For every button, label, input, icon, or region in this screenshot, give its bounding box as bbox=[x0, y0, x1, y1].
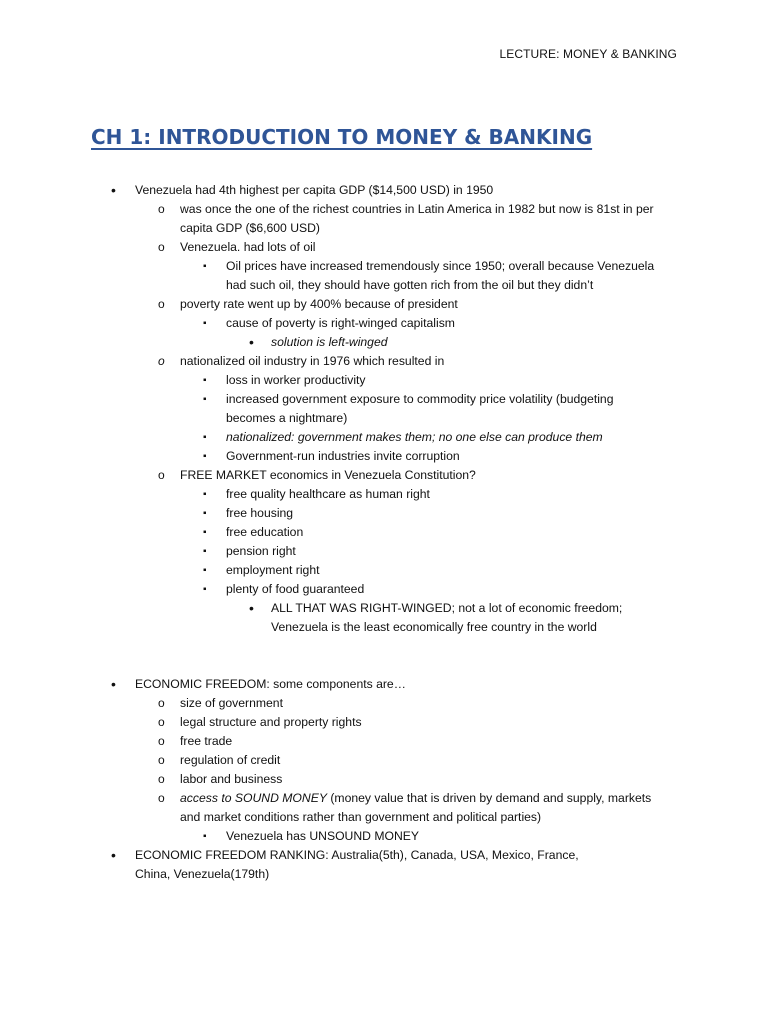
square-bullet-icon: ▪ bbox=[203, 489, 207, 500]
square-bullet-icon: ▪ bbox=[203, 831, 207, 842]
list-item bbox=[0, 504, 662, 523]
list-item-text: plenty of food guaranteed bbox=[226, 582, 365, 596]
list-item bbox=[0, 485, 662, 504]
list-item bbox=[0, 580, 662, 599]
list-item bbox=[0, 599, 671, 637]
list-item bbox=[0, 751, 668, 770]
square-bullet-icon: ▪ bbox=[203, 318, 207, 329]
list-item-text: labor and business bbox=[180, 772, 283, 786]
circle-bullet-icon: o bbox=[158, 753, 165, 767]
list-item-text: free housing bbox=[226, 506, 294, 520]
list-item-text: increased government exposure to commodity price volatility (budgeting becomes a nightmare) bbox=[226, 392, 614, 425]
list-item-text: Oil prices have increased tremendously since 1950; overall because Venezuela had such oil, they should have gotten rich from the oil but they didn’t bbox=[226, 259, 655, 292]
list-item bbox=[0, 314, 662, 333]
bullet-icon: • bbox=[249, 600, 254, 616]
list-item bbox=[0, 428, 662, 447]
square-bullet-icon: ▪ bbox=[203, 584, 207, 595]
list-item bbox=[0, 561, 662, 580]
square-bullet-icon: ▪ bbox=[203, 451, 207, 462]
list-item-text: (money value that is driven by demand and supply, markets and market conditions rather than government and political parties) bbox=[180, 791, 652, 824]
list-item bbox=[0, 523, 662, 542]
list-item bbox=[0, 789, 668, 827]
square-bullet-icon: ▪ bbox=[203, 261, 207, 272]
list-item-text: FREE MARKET economics in Venezuela Constitution? bbox=[180, 468, 476, 482]
square-bullet-icon: ▪ bbox=[203, 508, 207, 519]
list-item bbox=[0, 447, 662, 466]
list-item-text: ALL THAT WAS RIGHT-WINGED; not a lot of economic freedom; Venezuela is the least economically free country in the world bbox=[271, 601, 623, 634]
circle-bullet-icon: o bbox=[158, 202, 165, 216]
list-item-text: free trade bbox=[180, 734, 233, 748]
circle-bullet-icon: o bbox=[158, 791, 165, 805]
list-item bbox=[0, 257, 662, 295]
circle-bullet-icon: o bbox=[158, 354, 165, 368]
list-item-text: free quality healthcare as human right bbox=[226, 487, 430, 501]
list-item-text: loss in worker productivity bbox=[226, 373, 366, 387]
list-item bbox=[0, 846, 615, 884]
square-bullet-icon: ▪ bbox=[203, 527, 207, 538]
list-item-text: was once the one of the richest countries in Latin America in 1982 but now is 81st in per capita GDP ($6,600 USD) bbox=[180, 202, 654, 235]
list-item-text: Venezuela. had lots of oil bbox=[180, 240, 316, 254]
square-bullet-icon: ▪ bbox=[203, 375, 207, 386]
list-item-text: nationalized oil industry in 1976 which resulted in bbox=[180, 354, 445, 368]
circle-bullet-icon: o bbox=[158, 696, 165, 710]
list-item-text: employment right bbox=[226, 563, 320, 577]
list-item bbox=[0, 466, 668, 485]
list-item bbox=[0, 732, 668, 751]
circle-bullet-icon: o bbox=[158, 240, 165, 254]
list-item bbox=[0, 827, 662, 846]
list-item bbox=[0, 371, 662, 390]
list-item-text: Venezuela had 4th highest per capita GDP ($14,500 USD) in 1950 bbox=[135, 183, 494, 197]
bullet-icon: • bbox=[249, 334, 254, 350]
list-item bbox=[0, 200, 668, 238]
circle-bullet-icon: o bbox=[158, 297, 165, 311]
list-item-text: ECONOMIC FREEDOM RANKING: Australia(5th), Canada, USA, Mexico, France, China, Venezuela(179th) bbox=[135, 848, 579, 881]
list-item-text: ECONOMIC FREEDOM: some components are… bbox=[135, 677, 406, 691]
circle-bullet-icon: o bbox=[158, 468, 165, 482]
list-item bbox=[0, 333, 671, 352]
list-item-text: pension right bbox=[226, 544, 296, 558]
list-item-text: nationalized: government makes them; no one else can produce them bbox=[226, 430, 603, 444]
bullet-icon: • bbox=[111, 847, 116, 863]
list-item-text: solution is left-winged bbox=[271, 335, 388, 349]
square-bullet-icon: ▪ bbox=[203, 546, 207, 557]
list-item-text: Government-run industries invite corruption bbox=[226, 449, 460, 463]
square-bullet-icon: ▪ bbox=[203, 394, 207, 405]
list-item bbox=[0, 770, 668, 789]
list-item-text: free education bbox=[226, 525, 304, 539]
list-item bbox=[0, 390, 662, 428]
square-bullet-icon: ▪ bbox=[203, 565, 207, 576]
list-item-text: legal structure and property rights bbox=[180, 715, 362, 729]
list-item bbox=[0, 352, 668, 371]
circle-bullet-icon: o bbox=[158, 772, 165, 786]
list-item bbox=[0, 295, 668, 314]
list-item-text-italic: access to SOUND MONEY bbox=[180, 791, 327, 805]
notes-body bbox=[0, 181, 768, 884]
list-item-text: regulation of credit bbox=[180, 753, 281, 767]
square-bullet-icon: ▪ bbox=[203, 432, 207, 443]
bullet-icon: • bbox=[111, 676, 116, 692]
list-item-text: poverty rate went up by 400% because of president bbox=[180, 297, 458, 311]
list-item bbox=[0, 675, 615, 694]
list-item bbox=[0, 181, 615, 200]
bullet-icon: • bbox=[111, 182, 116, 198]
chapter-title: CH 1: INTRODUCTION TO MONEY & BANKING bbox=[91, 125, 593, 149]
list-item bbox=[0, 694, 668, 713]
list-item bbox=[0, 542, 662, 561]
circle-bullet-icon: o bbox=[158, 715, 165, 729]
list-item-text: cause of poverty is right-winged capitalism bbox=[226, 316, 455, 330]
list-item bbox=[0, 238, 668, 257]
section-spacer bbox=[0, 637, 768, 675]
page-header: LECTURE: MONEY & BANKING bbox=[499, 47, 677, 61]
list-item-text: Venezuela has UNSOUND MONEY bbox=[226, 829, 420, 843]
list-item-text: size of government bbox=[180, 696, 283, 710]
circle-bullet-icon: o bbox=[158, 734, 165, 748]
list-item bbox=[0, 713, 668, 732]
